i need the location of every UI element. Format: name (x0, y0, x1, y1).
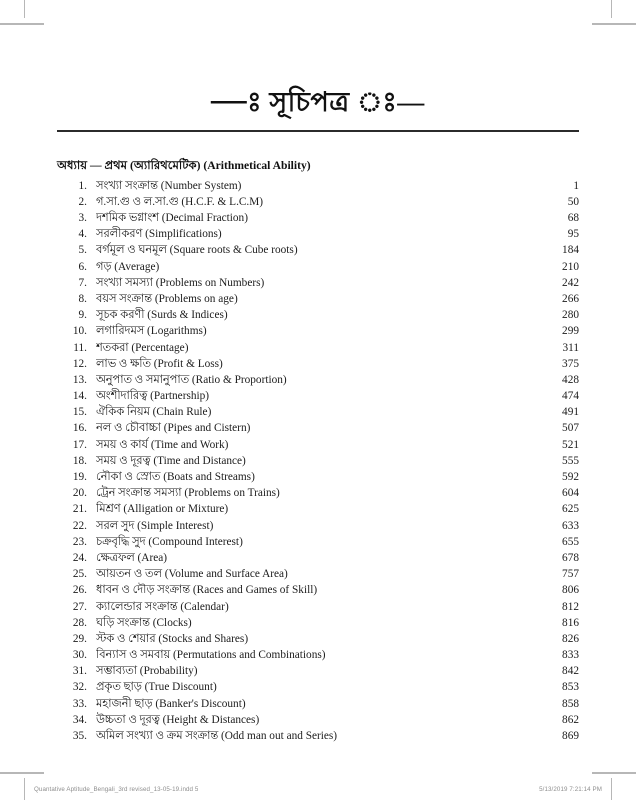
toc-entry-page-number: 757 (562, 568, 579, 581)
toc-entry-number: 34. (72, 713, 87, 726)
toc-entry[interactable] (57, 501, 579, 517)
toc-entry-page-number: 280 (562, 309, 579, 322)
toc-entry-page-number: 68 (567, 212, 579, 225)
toc-entry-label: সরলীকরণ (Simplifications) (96, 228, 222, 241)
toc-entry-page-number: 833 (562, 649, 579, 662)
toc-entry[interactable] (57, 615, 579, 631)
toc-entry-number: 14. (72, 390, 87, 403)
toc-entry-label: অমিল সংখ্যা ও ক্রম সংক্রান্ত (Odd man out and Series) (96, 730, 338, 743)
toc-entry-number: 17. (72, 438, 87, 451)
toc-entry-label: অনুপাত ও সমানুপাত (Ratio & Proportion) (96, 373, 287, 386)
toc-entry-page-number: 853 (562, 681, 579, 694)
toc-entry-number: 13. (72, 373, 87, 386)
footer-file-slug: Quantative Aptitude_Bengali_3rd revised_13-05-19.indd 5 (34, 785, 199, 793)
toc-entry-page-number: 858 (562, 697, 579, 710)
toc-entry-label: বিন্যাস ও সমবায় (Permutations and Combinations) (96, 649, 326, 662)
toc-entry-page-number: 95 (567, 228, 579, 241)
toc-entry-number: 15. (72, 406, 87, 419)
content-column (57, 0, 579, 744)
toc-entry-number: 7. (78, 276, 87, 289)
toc-entry-page-number: 655 (562, 535, 579, 548)
toc-entry-label: অংশীদারিত্ব (Partnership) (96, 390, 210, 403)
toc-entry[interactable] (57, 356, 579, 372)
toc-entry-number: 6. (78, 260, 87, 273)
toc-entry[interactable] (57, 599, 579, 615)
crop-mark-top-right-horizontal (592, 23, 636, 25)
crop-mark-bottom-left-horizontal (0, 772, 44, 774)
toc-entry-page-number: 592 (562, 471, 579, 484)
toc-entry[interactable] (57, 679, 579, 695)
toc-entry-label: শতকরা (Percentage) (96, 341, 189, 354)
toc-entry-page-number: 491 (562, 406, 579, 419)
toc-entry[interactable] (57, 194, 579, 210)
toc-entry-page-number: 521 (562, 438, 579, 451)
toc-entry-page-number: 806 (562, 584, 579, 597)
toc-entry-label: লগারিদমস (Logarithms) (96, 325, 207, 338)
toc-entry[interactable] (57, 259, 579, 275)
toc-entry-label: গ.সা.গু ও ল.সা.গু (H.C.F. & L.C.M) (96, 195, 264, 208)
toc-entry-number: 20. (72, 487, 87, 500)
toc-entry-page-number: 869 (562, 730, 579, 743)
toc-entry-page-number: 210 (562, 260, 579, 273)
toc-entry[interactable] (57, 696, 579, 712)
toc-entry[interactable] (57, 518, 579, 534)
toc-entry[interactable] (57, 582, 579, 598)
toc-entry-number: 12. (72, 357, 87, 370)
chapter-heading: অধ্যায় — প্রথম (অ্যারিথমেটিক) (Arithmetical Ability) (57, 159, 311, 173)
toc-entry-label: লাভ ও ক্ষতি (Profit & Loss) (96, 357, 223, 370)
toc-entry[interactable] (57, 404, 579, 420)
toc-entry-number: 10. (72, 325, 87, 338)
toc-entry[interactable] (57, 437, 579, 453)
toc-entry-number: 16. (72, 422, 87, 435)
page-footer (24, 778, 612, 800)
toc-entry-label: মিশ্রণ (Alligation or Mixture) (96, 503, 229, 516)
toc-entry-label: সংখ্যা সংক্রান্ত (Number System) (96, 179, 242, 192)
toc-entry-label: নৌকা ও স্রোত (Boats and Streams) (96, 471, 255, 484)
toc-entry-number: 35. (72, 730, 87, 743)
toc-entry-page-number: 428 (562, 373, 579, 386)
toc-entry[interactable] (57, 728, 579, 744)
toc-entry-number: 33. (72, 697, 87, 710)
toc-entry-label: চক্রবৃদ্ধি সুদ (Compound Interest) (96, 535, 243, 548)
toc-entry-page-number: 678 (562, 551, 579, 564)
toc-entry-label: ঘড়ি সংক্রান্ত (Clocks) (96, 616, 192, 629)
toc-entry[interactable] (57, 631, 579, 647)
toc-entry-page-number: 507 (562, 422, 579, 435)
table-of-contents-list (57, 174, 579, 745)
toc-entry-label: সরল সুদ (Simple Interest) (96, 519, 214, 532)
toc-entry-number: 9. (78, 309, 87, 322)
toc-entry-label: উচ্চতা ও দূরত্ব (Height & Distances) (96, 713, 260, 726)
toc-entry-label: মহাজনী ছাড় (Banker's Discount) (96, 697, 246, 710)
crop-mark-bottom-right-horizontal (592, 772, 636, 774)
toc-entry-label: গড় (Average) (96, 260, 160, 273)
toc-entry[interactable] (57, 226, 579, 242)
toc-entry-number: 11. (73, 341, 87, 354)
toc-entry-page-number: 826 (562, 632, 579, 645)
crop-mark-top-right-vertical (611, 0, 612, 18)
crop-mark-top-left-vertical (24, 0, 25, 18)
toc-entry[interactable] (57, 534, 579, 550)
toc-entry[interactable] (57, 663, 579, 679)
toc-entry[interactable] (57, 420, 579, 436)
toc-entry-number: 5. (78, 244, 87, 257)
toc-entry-page-number: 299 (562, 325, 579, 338)
toc-entry-number: 27. (72, 600, 87, 613)
toc-entry-number: 26. (72, 584, 87, 597)
toc-entry-page-number: 625 (562, 503, 579, 516)
toc-entry-number: 31. (72, 665, 87, 678)
toc-entry[interactable] (57, 275, 579, 291)
toc-entry-label: বর্গমূল ও ঘনমূল (Square roots & Cube roots) (96, 244, 298, 257)
toc-entry-number: 23. (72, 535, 87, 548)
toc-entry-number: 29. (72, 632, 87, 645)
toc-entry-number: 24. (72, 551, 87, 564)
toc-entry[interactable] (57, 647, 579, 663)
toc-entry-page-number: 311 (562, 341, 579, 354)
toc-entry-page-number: 604 (562, 487, 579, 500)
toc-entry[interactable] (57, 712, 579, 728)
toc-entry-page-number: 50 (567, 195, 579, 208)
toc-entry[interactable] (57, 340, 579, 356)
toc-entry-page-number: 842 (562, 665, 579, 678)
toc-entry-label: সম্ভাব্যতা (Probability) (96, 665, 198, 678)
page-title: —ঃ সূচিপত্র ঃ— (211, 87, 425, 117)
toc-entry-number: 18. (72, 454, 87, 467)
toc-entry-label: ক্যালেন্ডার সংক্রান্ত (Calendar) (96, 600, 229, 613)
toc-entry-number: 2. (78, 195, 87, 208)
toc-entry-label: দশমিক ভগ্নাংশ (Decimal Fraction) (96, 212, 248, 225)
toc-entry-page-number: 242 (562, 276, 579, 289)
toc-entry-number: 32. (72, 681, 87, 694)
footer-timestamp: 5/13/2019 7:21:14 PM (539, 785, 602, 793)
toc-entry-number: 1. (78, 179, 87, 192)
toc-entry-number: 19. (72, 471, 87, 484)
toc-entry-page-number: 375 (562, 357, 579, 370)
toc-entry-number: 3. (78, 212, 87, 225)
toc-entry-page-number: 474 (562, 390, 579, 403)
toc-entry-label: স্টক ও শেয়ার (Stocks and Shares) (96, 632, 249, 645)
toc-entry[interactable] (57, 210, 579, 226)
toc-entry[interactable] (57, 566, 579, 582)
toc-entry[interactable] (57, 485, 579, 501)
toc-entry-label: ট্রেন সংক্রান্ত সমস্যা (Problems on Trains) (96, 487, 280, 500)
toc-entry-number: 25. (72, 568, 87, 581)
toc-entry-page-number: 816 (562, 616, 579, 629)
toc-entry[interactable] (57, 453, 579, 469)
toc-entry[interactable] (57, 307, 579, 323)
toc-entry-label: সূচক করণী (Surds & Indices) (96, 309, 228, 322)
toc-entry[interactable] (57, 242, 579, 258)
crop-mark-top-left-horizontal (0, 23, 44, 25)
toc-entry-label: ঐকিক নিয়ম (Chain Rule) (96, 406, 212, 419)
toc-entry[interactable] (57, 469, 579, 485)
toc-entry-number: 8. (78, 292, 87, 305)
toc-entry-label: বয়স সংক্রান্ত (Problems on age) (96, 292, 238, 305)
toc-entry-page-number: 184 (562, 244, 579, 257)
toc-entry-label: প্রকৃত ছাড় (True Discount) (96, 681, 217, 694)
toc-entry-page-number: 633 (562, 519, 579, 532)
toc-entry-label: ধাবন ও দৌড় সংক্রান্ত (Races and Games of Skill) (96, 584, 318, 597)
toc-entry[interactable] (57, 388, 579, 404)
toc-entry[interactable] (57, 372, 579, 388)
toc-entry-number: 30. (72, 649, 87, 662)
toc-entry-number: 4. (78, 228, 87, 241)
toc-entry-number: 22. (72, 519, 87, 532)
toc-entry-page-number: 812 (562, 600, 579, 613)
toc-entry-page-number: 1 (573, 179, 579, 192)
toc-entry[interactable] (57, 550, 579, 566)
toc-entry-page-number: 266 (562, 292, 579, 305)
toc-entry-label: সময় ও দূরত্ব (Time and Distance) (96, 454, 246, 467)
toc-entry-number: 21. (72, 503, 87, 516)
toc-entry-label: নল ও চৌবাচ্চা (Pipes and Cistern) (96, 422, 251, 435)
toc-entry-page-number: 555 (562, 454, 579, 467)
toc-entry[interactable] (57, 178, 579, 194)
toc-entry-label: সংখ্যা সমস্যা (Problems on Numbers) (96, 276, 265, 289)
toc-entry[interactable] (57, 323, 579, 339)
toc-entry-number: 28. (72, 616, 87, 629)
toc-entry-label: আয়তন ও তল (Volume and Surface Area) (96, 568, 288, 581)
toc-entry-page-number: 862 (562, 713, 579, 726)
toc-entry-label: সময় ও কার্য (Time and Work) (96, 438, 229, 451)
toc-entry[interactable] (57, 291, 579, 307)
toc-entry-label: ক্ষেত্রফল (Area) (96, 551, 168, 564)
